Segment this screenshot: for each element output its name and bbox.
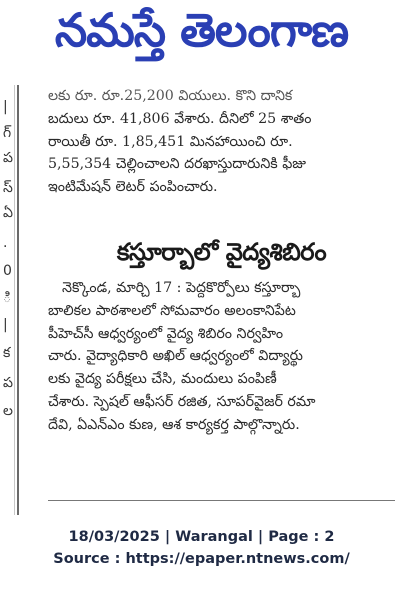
- article-top-paragraph: [48, 85, 395, 199]
- article-headline: కస్తూర్బాలో వైద్యశిబిరం: [116, 238, 327, 266]
- footer-source: Source : https://epaper.ntnews.com/: [53, 551, 350, 567]
- text-line: ఇంటిమేషన్ లెటర్ పంపించారు.: [48, 179, 218, 196]
- article-top-continuation: [48, 85, 395, 199]
- column-divider: [17, 85, 19, 515]
- text-line: చారు. వైద్యాధికారి అఖిల్ ఆధ్వర్యంలో విద్యార్థు: [48, 348, 303, 365]
- fragment-char: ప: [3, 375, 13, 391]
- article-paragraph: [48, 277, 397, 437]
- text-line: దేవి, ఏఎన్‌ఎం కుణ, ఆశ కార్యకర్త పాల్గొన్నారు.: [48, 416, 300, 433]
- text-line: పీహెచ్‌సీ ఆధ్వర్యంలో వైద్య శిబిరం నిర్వహిం: [48, 325, 284, 342]
- article-end-rule: [48, 500, 395, 501]
- fragment-char: క: [3, 345, 11, 361]
- fragment-char: ల: [3, 403, 13, 419]
- newspaper-clipping: [0, 85, 403, 515]
- fragment-char: .: [3, 235, 8, 251]
- newspaper-masthead: [0, 0, 403, 72]
- footer-date-edition: 18/03/2025 | Warangal | Page : 2: [68, 529, 335, 545]
- text-line: 5,55,354 చెల్లించాలని దరఖాస్తుదారునికి ఫీజు: [48, 156, 307, 173]
- text-line: నెక్కొండ, మార్చి 17 : పెద్దకొర్పోలు కస్తూర్బా: [62, 280, 301, 296]
- text-line: బదులు రూ. 41,806 వేశారు. దీనిలో 25 శాతం: [48, 110, 312, 127]
- text-line: రాయితీ రూ. 1,85,451 మినహాయించి రూ.: [48, 133, 293, 150]
- fragment-char: ప: [3, 150, 13, 166]
- fragment-char: |: [3, 99, 8, 115]
- fragment-char: |: [3, 317, 8, 333]
- fragment-char: ి: [3, 290, 12, 306]
- clipping-footer: [0, 526, 403, 570]
- adjacent-column-fragments: [0, 85, 14, 515]
- article-body: [48, 277, 397, 437]
- fragment-char: ఏ: [3, 205, 13, 221]
- column-divider-thin: [14, 85, 15, 515]
- fragment-char: 0: [3, 263, 12, 279]
- text-line: చేశారు. స్పెషల్ ఆఫీసర్ రజిత, సూపర్‌వైజర్ రమా: [48, 393, 316, 410]
- fragment-char: గ్: [3, 125, 12, 141]
- masthead-title: నమస్తే తెలంగాణ: [54, 3, 349, 57]
- text-line: లకు వైద్య పరీక్షలు చేసి, మందులు పంపిణీ: [48, 371, 277, 388]
- text-line: బాలికల పాఠశాలలో సోమవారం అలంకానిపేట: [48, 302, 296, 319]
- fragment-char: స్: [3, 180, 13, 196]
- text-line: లకు రూ. రూ.25,200 వియులు. కొని దానిక: [48, 88, 293, 104]
